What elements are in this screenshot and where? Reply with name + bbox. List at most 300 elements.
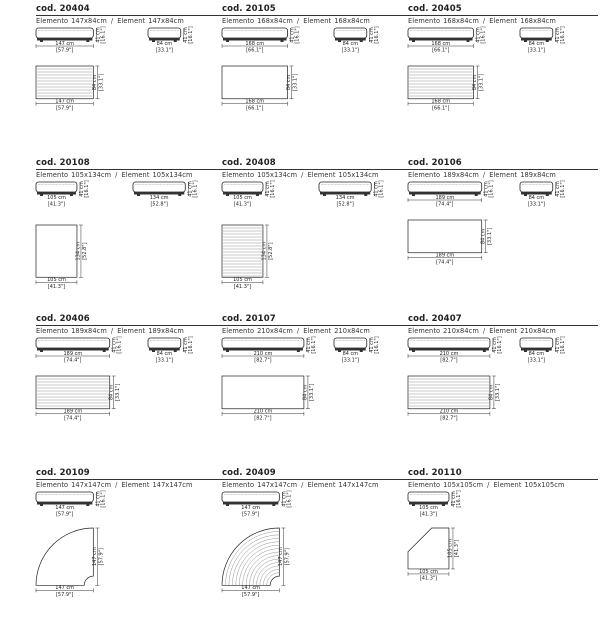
- top-view-outline: [408, 220, 482, 253]
- arc-top-outline: [36, 528, 93, 585]
- front-width-cm: 168 cm: [431, 40, 451, 47]
- side-view-cushion: [520, 28, 553, 38]
- side-height-cm: 41 cm: [187, 181, 194, 197]
- front-view-foot: [226, 351, 229, 353]
- depth-inches: [52.8"]: [268, 242, 275, 260]
- size-en: 105x134cm: [152, 171, 193, 179]
- header-rule: [408, 325, 598, 326]
- front-view-foot: [272, 505, 275, 507]
- depth-cm: 147 cm: [277, 547, 284, 567]
- label-elemento: Elemento: [222, 171, 255, 179]
- label-elemento: Elemento: [408, 171, 441, 179]
- size-en: 210x84cm: [334, 327, 370, 335]
- depth-cm: 134 cm: [75, 241, 82, 261]
- product-code: cod. 20106: [408, 158, 462, 168]
- front-view-cushion: [222, 182, 263, 192]
- product-card: [36, 468, 226, 618]
- label-elemento: Elemento: [222, 17, 255, 25]
- top-width-cm: 147 cm: [241, 585, 261, 592]
- size-en: 147x147cm: [338, 481, 379, 489]
- element-size-line: [36, 171, 193, 179]
- front-view-foot: [412, 505, 415, 507]
- height-cm: 41 cm: [483, 181, 490, 197]
- front-view-foot: [483, 351, 486, 353]
- side-view-foot: [524, 351, 527, 353]
- top-width-cm: 105 cm: [419, 568, 438, 575]
- size-en: 210x84cm: [520, 327, 556, 335]
- product-code: cod. 20105: [222, 4, 276, 14]
- front-view-cushion: [222, 28, 288, 38]
- technical-drawing: [222, 336, 412, 464]
- top-width-cm: 168 cm: [245, 98, 265, 105]
- label-elemento: Elemento: [408, 327, 441, 335]
- depth-inches: [52.8"]: [82, 242, 89, 260]
- product-code: cod. 20407: [408, 314, 462, 324]
- top-width-inches: [41.3"]: [47, 283, 66, 290]
- front-view-foot: [70, 195, 73, 197]
- top-view-outline: [36, 66, 93, 99]
- separator-slash: /: [482, 17, 486, 25]
- top-width-inches: [74.4"]: [64, 415, 82, 422]
- product-card: [36, 314, 226, 464]
- technical-drawing: [408, 490, 598, 618]
- front-width-cm: 105 cm: [233, 195, 252, 201]
- side-view-foot: [364, 195, 367, 197]
- side-depth-cm: 84 cm: [528, 41, 545, 47]
- height-inches: [16.1"]: [496, 336, 503, 354]
- size-it: 105x134cm: [257, 171, 298, 179]
- front-view-foot: [86, 41, 89, 43]
- header-rule: [222, 479, 412, 480]
- side-depth-cm: 134 cm: [335, 195, 355, 201]
- element-size-line: [36, 327, 184, 335]
- product-code: cod. 20108: [36, 158, 90, 168]
- label-elemento: Elemento: [36, 171, 69, 179]
- side-view-cushion: [133, 182, 185, 192]
- depth-inches: [33.1"]: [114, 383, 121, 402]
- label-elemento: Elemento: [222, 327, 255, 335]
- depth-cm: 84 cm: [91, 74, 98, 91]
- front-view-foot: [40, 505, 43, 507]
- side-depth-cm: 84 cm: [342, 351, 359, 357]
- front-width-inches: [57.9"]: [55, 47, 74, 54]
- height-cm: 41 cm: [305, 337, 312, 353]
- header-rule: [222, 15, 412, 16]
- product-card: [408, 314, 598, 464]
- label-elemento: Elemento: [36, 17, 69, 25]
- top-width-inches: [41.3"]: [419, 575, 438, 582]
- technical-drawing: [408, 180, 598, 308]
- front-width-inches: [57.9"]: [55, 511, 74, 518]
- header-rule: [36, 325, 226, 326]
- side-view-foot: [152, 351, 155, 353]
- front-width-inches: [66.1"]: [246, 47, 264, 54]
- front-view-foot: [103, 351, 106, 353]
- side-height-cm: 41 cm: [368, 27, 375, 43]
- side-view-foot: [178, 195, 181, 197]
- side-view-foot: [546, 351, 549, 353]
- height-inches: [16.1"]: [455, 490, 462, 508]
- front-view-cushion: [36, 492, 93, 502]
- front-view-cushion: [222, 338, 304, 348]
- height-cm: 41 cm: [95, 27, 102, 43]
- height-inches: [16.1"]: [100, 490, 107, 508]
- front-view-foot: [256, 195, 259, 197]
- technical-drawing: [408, 26, 598, 154]
- size-en: 168x84cm: [520, 17, 556, 25]
- top-width-inches: [57.9"]: [241, 591, 260, 598]
- technical-drawing: [222, 26, 412, 154]
- size-it: 147x147cm: [257, 481, 298, 489]
- top-width-cm: 189 cm: [63, 408, 83, 415]
- label-element: Element: [121, 171, 150, 179]
- side-view-foot: [152, 41, 155, 43]
- size-en: 105x134cm: [338, 171, 379, 179]
- side-depth-inches: [33.1"]: [341, 357, 360, 364]
- side-height-cm: 41 cm: [373, 181, 380, 197]
- height-cm: 41 cm: [281, 491, 288, 507]
- product-code: cod. 20107: [222, 314, 276, 324]
- element-size-line: [36, 17, 184, 25]
- top-view-outline: [408, 376, 490, 409]
- front-view-cushion: [36, 182, 77, 192]
- front-view-foot: [467, 41, 470, 43]
- element-size-line: [408, 481, 565, 489]
- front-width-inches: [57.9"]: [241, 511, 260, 518]
- depth-cm: 84 cm: [286, 74, 293, 91]
- depth-inches: [33.1"]: [478, 73, 485, 92]
- header-rule: [36, 479, 226, 480]
- side-view-foot: [360, 41, 363, 43]
- side-depth-inches: [33.1"]: [527, 357, 546, 364]
- front-width-cm: 168 cm: [245, 40, 265, 47]
- product-code: cod. 20405: [408, 4, 462, 14]
- side-view-foot: [338, 351, 341, 353]
- label-element: Element: [493, 481, 522, 489]
- height-inches: [16.1"]: [116, 336, 123, 354]
- height-inches: [16.1"]: [294, 26, 301, 44]
- side-height-cm: 41 cm: [554, 181, 561, 197]
- top-view-outline: [408, 66, 474, 99]
- depth-cm: 84 cm: [480, 228, 487, 245]
- front-width-cm: 147 cm: [241, 505, 261, 511]
- size-it: 189x84cm: [71, 327, 107, 335]
- front-view-cushion: [36, 28, 93, 38]
- side-height-inches: [16.1"]: [187, 336, 194, 354]
- side-height-inches: [16.1"]: [378, 180, 385, 198]
- size-en: 189x84cm: [148, 327, 184, 335]
- depth-inches: [57.9"]: [284, 547, 291, 566]
- corner-top-outline: [408, 528, 449, 569]
- label-element: Element: [307, 171, 336, 179]
- front-width-inches: [41.3"]: [47, 201, 66, 208]
- side-view-foot: [174, 351, 177, 353]
- element-size-line: [408, 171, 556, 179]
- height-cm: 41 cm: [289, 27, 296, 43]
- product-card: [408, 4, 598, 154]
- technical-drawing: [36, 26, 226, 154]
- side-view-cushion: [520, 182, 553, 192]
- side-depth-inches: [33.1"]: [527, 201, 546, 208]
- label-element: Element: [307, 481, 336, 489]
- element-size-line: [222, 17, 370, 25]
- height-inches: [16.1"]: [100, 26, 107, 44]
- front-view-foot: [412, 351, 415, 353]
- size-it: 189x84cm: [443, 171, 479, 179]
- front-width-cm: 189 cm: [63, 350, 83, 357]
- front-view-foot: [226, 505, 229, 507]
- header-rule: [408, 169, 598, 170]
- separator-slash: /: [296, 17, 300, 25]
- depth-inches: [57.9"]: [98, 547, 105, 566]
- depth-cm: 84 cm: [108, 384, 115, 401]
- front-width-cm: 147 cm: [55, 505, 75, 511]
- top-width-cm: 147 cm: [55, 585, 75, 592]
- front-view-foot: [297, 351, 300, 353]
- side-view-foot: [137, 195, 140, 197]
- top-width-inches: [82.7"]: [440, 415, 458, 422]
- header-rule: [36, 169, 226, 170]
- side-height-cm: 41 cm: [554, 27, 561, 43]
- side-view-foot: [323, 195, 326, 197]
- size-en: 189x84cm: [520, 171, 556, 179]
- product-code: cod. 20408: [222, 158, 276, 168]
- depth-cm: 84 cm: [472, 74, 479, 91]
- separator-slash: /: [301, 171, 304, 179]
- header-rule: [408, 15, 598, 16]
- element-size-line: [408, 17, 556, 25]
- size-it: 105x134cm: [71, 171, 112, 179]
- front-view-foot: [442, 505, 445, 507]
- side-view-cushion: [520, 338, 553, 348]
- front-view-foot: [412, 195, 415, 197]
- side-height-cm: 41 cm: [182, 337, 189, 353]
- product-code: cod. 20409: [222, 468, 276, 478]
- top-width-inches: [66.1"]: [432, 105, 450, 112]
- front-view-cushion: [408, 338, 490, 348]
- element-size-line: [222, 481, 379, 489]
- top-view-outline: [36, 376, 110, 409]
- height-inches: [16.1"]: [269, 180, 276, 198]
- height-cm: 41 cm: [475, 27, 482, 43]
- top-view-outline: [222, 66, 288, 99]
- label-elemento: Elemento: [408, 17, 441, 25]
- header-rule: [222, 169, 412, 170]
- header-rule: [222, 325, 412, 326]
- label-element: Element: [303, 17, 332, 25]
- depth-cm: 105 cm: [447, 539, 454, 558]
- side-depth-cm: 134 cm: [149, 195, 169, 201]
- side-height-inches: [16.1"]: [559, 26, 566, 44]
- product-code: cod. 20406: [36, 314, 90, 324]
- front-width-inches: [41.3"]: [419, 511, 438, 518]
- top-width-inches: [74.4"]: [436, 259, 454, 266]
- technical-drawing: [222, 180, 412, 308]
- separator-slash: /: [110, 327, 114, 335]
- depth-inches: [33.1"]: [309, 383, 316, 402]
- element-size-line: [36, 481, 193, 489]
- size-it: 147x84cm: [71, 17, 107, 25]
- front-width-inches: [82.7"]: [440, 357, 458, 364]
- top-width-cm: 210 cm: [253, 408, 273, 415]
- size-it: 168x84cm: [443, 17, 479, 25]
- front-view-foot: [226, 195, 229, 197]
- product-card: [36, 4, 226, 154]
- height-inches: [16.1"]: [286, 490, 293, 508]
- header-rule: [408, 479, 598, 480]
- depth-cm: 84 cm: [302, 384, 309, 401]
- side-view-foot: [524, 41, 527, 43]
- label-element: Element: [303, 327, 332, 335]
- separator-slash: /: [296, 327, 300, 335]
- size-it: 105x105cm: [443, 481, 484, 489]
- technical-drawing: [36, 490, 226, 618]
- side-view-foot: [546, 195, 549, 197]
- height-cm: 41 cm: [491, 337, 498, 353]
- top-view-outline: [36, 225, 77, 277]
- technical-drawing: [36, 336, 226, 464]
- depth-inches: [33.1"]: [292, 73, 299, 92]
- product-card: [408, 468, 598, 618]
- front-view-cushion: [36, 338, 110, 348]
- front-view-cushion: [222, 492, 279, 502]
- side-height-inches: [16.1"]: [373, 26, 380, 44]
- top-width-cm: 189 cm: [435, 252, 455, 259]
- height-inches: [16.1"]: [310, 336, 317, 354]
- top-width-cm: 168 cm: [431, 98, 451, 105]
- height-cm: 41 cm: [264, 181, 271, 197]
- element-size-line: [408, 327, 556, 335]
- side-depth-inches: [33.1"]: [341, 47, 360, 54]
- height-inches: [16.1"]: [83, 180, 90, 198]
- height-inches: [16.1"]: [488, 180, 495, 198]
- product-code: cod. 20110: [408, 468, 462, 478]
- height-inches: [16.1"]: [480, 26, 487, 44]
- front-width-inches: [74.4"]: [64, 357, 82, 364]
- depth-inches: [41.3"]: [454, 539, 461, 558]
- front-view-foot: [475, 195, 478, 197]
- separator-slash: /: [115, 171, 118, 179]
- height-cm: 41 cm: [111, 337, 118, 353]
- top-width-inches: [66.1"]: [246, 105, 264, 112]
- side-depth-inches: [52.8"]: [336, 201, 354, 208]
- separator-slash: /: [110, 17, 114, 25]
- product-card: [222, 468, 412, 618]
- front-view-foot: [40, 351, 43, 353]
- side-depth-inches: [52.8"]: [150, 201, 168, 208]
- size-it: 168x84cm: [257, 17, 293, 25]
- side-height-cm: 41 cm: [182, 27, 189, 43]
- side-height-inches: [16.1"]: [192, 180, 199, 198]
- side-view-cushion: [334, 28, 367, 38]
- label-elemento: Elemento: [36, 481, 69, 489]
- front-width-cm: 189 cm: [435, 194, 455, 201]
- top-view-outline: [222, 376, 304, 409]
- front-width-cm: 147 cm: [55, 40, 75, 47]
- product-card: [408, 158, 598, 308]
- side-view-cushion: [148, 28, 181, 38]
- front-width-cm: 105 cm: [47, 195, 66, 201]
- front-width-inches: [74.4"]: [436, 201, 454, 208]
- depth-cm: 147 cm: [91, 547, 98, 567]
- side-view-cushion: [334, 338, 367, 348]
- top-width-cm: 147 cm: [55, 98, 75, 105]
- size-en: 147x147cm: [152, 481, 193, 489]
- side-view-foot: [360, 351, 363, 353]
- size-it: 210x84cm: [257, 327, 293, 335]
- top-view-outline: [222, 225, 263, 277]
- product-card: [222, 4, 412, 154]
- size-en: 147x84cm: [148, 17, 184, 25]
- label-element: Element: [489, 171, 518, 179]
- depth-cm: 134 cm: [261, 241, 268, 261]
- product-card: [222, 158, 412, 308]
- front-view-cushion: [408, 28, 474, 38]
- side-depth-cm: 84 cm: [156, 351, 173, 357]
- side-view-foot: [174, 41, 177, 43]
- side-depth-inches: [33.1"]: [155, 357, 174, 364]
- product-code: cod. 20109: [36, 468, 90, 478]
- element-size-line: [222, 327, 370, 335]
- front-view-cushion: [408, 182, 482, 192]
- label-elemento: Elemento: [408, 481, 441, 489]
- technical-drawing: [408, 336, 598, 464]
- front-view-foot: [40, 41, 43, 43]
- front-width-cm: 210 cm: [439, 350, 459, 357]
- front-view-foot: [40, 195, 43, 197]
- separator-slash: /: [115, 481, 118, 489]
- top-width-cm: 105 cm: [233, 277, 252, 284]
- size-en: 168x84cm: [334, 17, 370, 25]
- front-width-inches: [66.1"]: [432, 47, 450, 54]
- depth-cm: 84 cm: [488, 384, 495, 401]
- side-depth-inches: [33.1"]: [527, 47, 546, 54]
- side-height-cm: 41 cm: [368, 337, 375, 353]
- technical-drawing: [222, 490, 412, 618]
- side-height-inches: [16.1"]: [559, 336, 566, 354]
- side-height-inches: [16.1"]: [187, 26, 194, 44]
- front-width-inches: [82.7"]: [254, 357, 272, 364]
- side-view-foot: [338, 41, 341, 43]
- technical-drawing: [36, 180, 226, 308]
- label-elemento: Elemento: [36, 327, 69, 335]
- side-view-cushion: [319, 182, 371, 192]
- size-it: 147x147cm: [71, 481, 112, 489]
- side-view-foot: [524, 195, 527, 197]
- size-it: 210x84cm: [443, 327, 479, 335]
- front-view-foot: [226, 41, 229, 43]
- depth-inches: [33.1"]: [495, 383, 502, 402]
- top-width-cm: 105 cm: [47, 277, 66, 284]
- separator-slash: /: [487, 481, 490, 489]
- side-depth-inches: [33.1"]: [155, 47, 174, 54]
- label-element: Element: [121, 481, 150, 489]
- label-element: Element: [489, 327, 518, 335]
- product-card: [36, 158, 226, 308]
- height-cm: 41 cm: [78, 181, 85, 197]
- separator-slash: /: [482, 171, 486, 179]
- front-view-foot: [86, 505, 89, 507]
- label-elemento: Elemento: [222, 481, 255, 489]
- front-width-cm: 105 cm: [419, 505, 438, 511]
- side-depth-cm: 84 cm: [156, 41, 173, 47]
- label-element: Element: [117, 327, 146, 335]
- front-width-inches: [41.3"]: [233, 201, 252, 208]
- top-width-inches: [57.9"]: [55, 591, 74, 598]
- height-cm: 41 cm: [95, 491, 102, 507]
- front-view-foot: [412, 41, 415, 43]
- depth-inches: [33.1"]: [486, 227, 493, 246]
